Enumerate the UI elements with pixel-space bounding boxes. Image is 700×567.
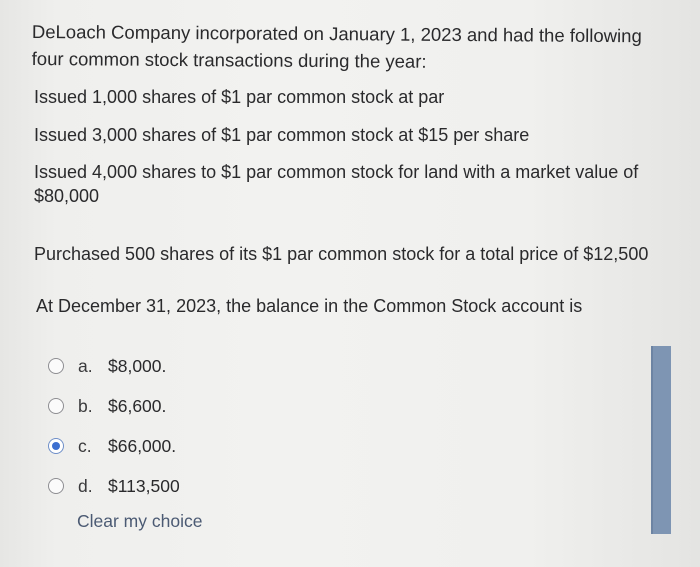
- transaction-item: Purchased 500 shares of its $1 par common stock for a total price of $12,500: [34, 244, 649, 264]
- option-b[interactable]: [48, 386, 180, 426]
- option-text: $113,500: [108, 475, 180, 496]
- option-text: $8,000.: [108, 355, 167, 376]
- question-block: [31, 18, 672, 264]
- option-letter: c.: [78, 435, 92, 456]
- radio-button-c-selected[interactable]: [48, 438, 64, 454]
- option-letter: a.: [78, 355, 93, 376]
- option-c[interactable]: [48, 426, 180, 466]
- option-letter: b.: [78, 395, 93, 416]
- option-text: $6,600.: [108, 395, 167, 416]
- scrollbar[interactable]: [651, 346, 671, 534]
- question-prompt: At December 31, 2023, the balance in the Common Stock account is: [36, 296, 583, 316]
- clear-choice-link[interactable]: Clear my choice: [77, 511, 203, 531]
- radio-button-b[interactable]: [48, 398, 64, 414]
- radio-button-d[interactable]: [48, 478, 64, 494]
- transaction-item: Issued 1,000 shares of $1 par common stock at par: [34, 87, 445, 107]
- transaction-item: Issued 3,000 shares of $1 par common stock at $15 per share: [34, 125, 530, 145]
- option-d[interactable]: [48, 466, 180, 506]
- transaction-item: Issued 4,000 shares to $1 par common stock for land with a market value of $80,000: [34, 162, 639, 206]
- answer-options: [48, 346, 180, 506]
- radio-button-a[interactable]: [48, 358, 64, 374]
- option-text: $66,000.: [108, 435, 177, 456]
- option-a[interactable]: [48, 346, 180, 386]
- option-letter: d.: [78, 475, 93, 496]
- question-stem: DeLoach Company incorporated on January 1, 2023 and had the following four common stock transactions during the year:: [31, 20, 642, 72]
